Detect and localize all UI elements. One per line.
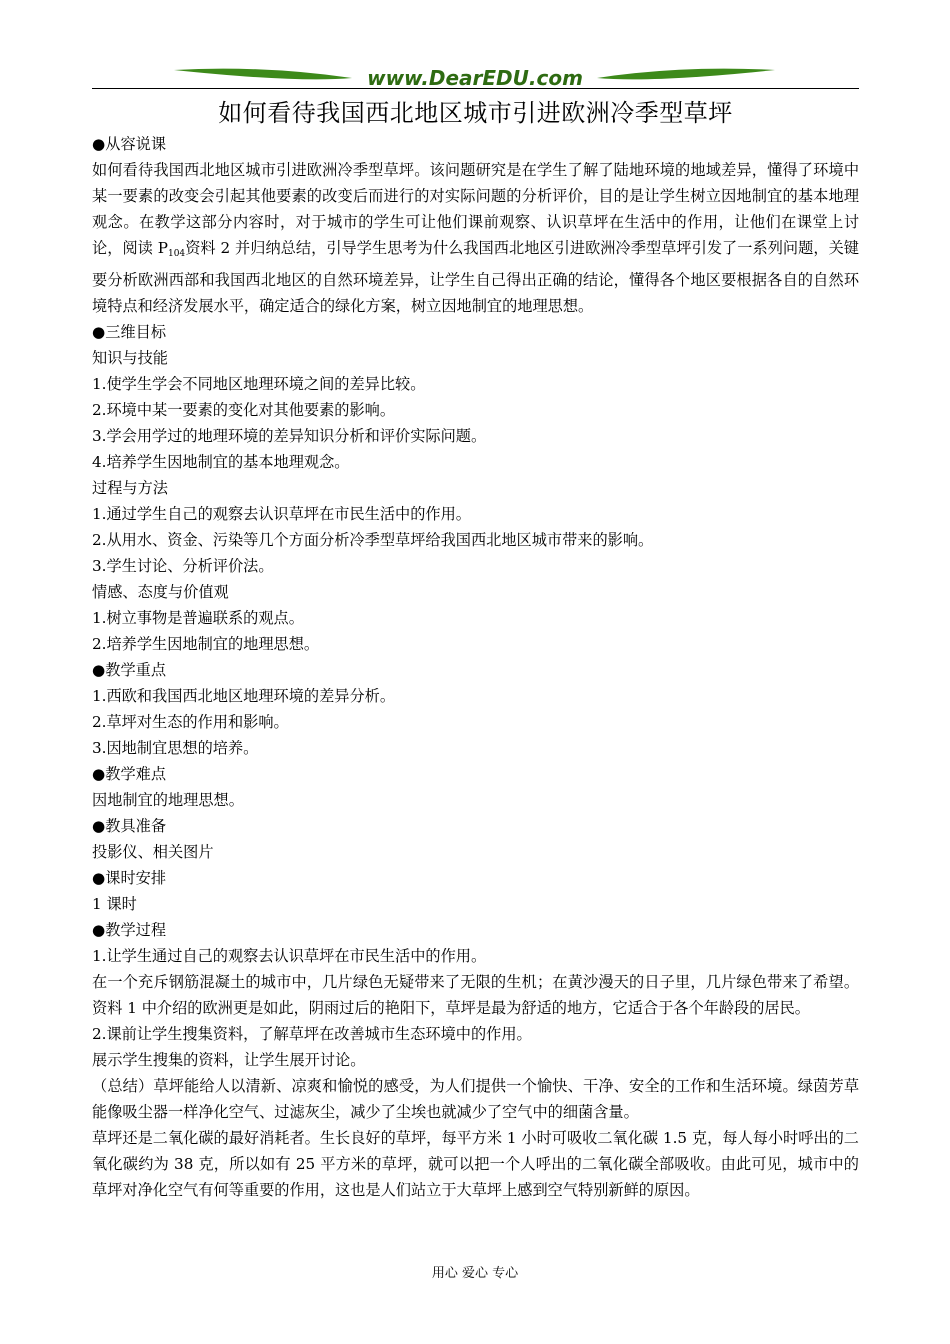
section-heading: ●教学难点	[92, 765, 167, 783]
list-item: 3.学会用学过的地理环境的差异知识分析和评价实际问题。	[92, 427, 487, 445]
intro-paragraph: 如何看待我国西北地区城市引进欧洲冷季型草坪。该问题研究是在学生了解了陆地环境的地域差异，懂得了环境中某一要素的改变会引起其他要素的改变后而进行的对实际问题的分析评价，目的是让学生树立因地制宜的基本地理观念。在教学这部分内容时，对于城市的学生可让他们课前观察、认识草坪在生活中的作用，让他们在课堂上讨论，阅读 $P_{104}$资料 2 并归纳总结，引导学生思考为什么我国西北地区引进欧洲冷季型草坪引发了一系列问题，关键要分析欧洲西部和我国西北地区的自然环境差异，让学生自己得出正确的结论，懂得各个地区要根据各自的自然环境特点和经济发展水平，确定适合的绿化方案，树立因地制宜的地理思想。	[92, 161, 859, 315]
left-swoosh	[174, 69, 352, 80]
sub-heading: 知识与技能	[92, 349, 168, 367]
section-heading: ●教学过程	[92, 921, 167, 939]
list-item: 1.使学生学会不同地区地理环境之间的差异比较。	[92, 375, 426, 393]
paragraph: （总结）草坪能给人以清新、凉爽和愉悦的感受，为人们提供一个愉快、干净、安全的工作和生活环境。绿茵芳草能像吸尘器一样净化空气、过滤灰尘，减少了尘埃也就减少了空气中的细菌含量。	[92, 1077, 859, 1121]
list-item: 1.西欧和我国西北地区地理环境的差异分析。	[92, 687, 396, 705]
page-footer: 用心 爱心 专心	[431, 1266, 519, 1281]
section-heading: ●教具准备	[92, 817, 167, 835]
list-item: 3.因地制宜思想的培养。	[92, 739, 259, 757]
paragraph: 2.课前让学生搜集资料，了解草坪在改善城市生态环境中的作用。	[92, 1025, 532, 1043]
paragraph: 1.让学生通过自己的观察去认识草坪在市民生活中的作用。	[92, 947, 487, 965]
paragraph: 展示学生搜集的资料，让学生展开讨论。	[92, 1051, 366, 1069]
list-item: 1.树立事物是普遍联系的观点。	[92, 609, 304, 627]
section-heading: ●教学重点	[92, 661, 167, 679]
right-swoosh	[597, 69, 775, 80]
paragraph: 因地制宜的地理思想。	[92, 791, 244, 809]
list-item: 3.学生讨论、分析评价法。	[92, 557, 274, 575]
section-heading: ●三维目标	[92, 323, 167, 341]
paragraph: 1 课时	[92, 895, 137, 913]
section-heading: ●从容说课	[92, 135, 167, 153]
header-rule	[92, 88, 859, 89]
paragraph: 在一个充斥钢筋混凝土的城市中，几片绿色无疑带来了无限的生机；在黄沙漫天的日子里，几片绿色带来了希望。资料 1 中介绍的欧洲更是如此，阴雨过后的艳阳下，草坪是最为舒适的地方，它适合于各个年龄段的居民。	[92, 973, 859, 1017]
paragraph: 投影仪、相关图片	[92, 843, 214, 861]
sub-heading: 情感、态度与价值观	[92, 583, 229, 601]
page-title: 如何看待我国西北地区城市引进欧洲冷季型草坪	[218, 99, 733, 127]
list-item: 2.草坪对生态的作用和影响。	[92, 713, 289, 731]
list-item: 2.从用水、资金、污染等几个方面分析冷季型草坪给我国西北地区城市带来的影响。	[92, 531, 654, 549]
section-heading: ●课时安排	[92, 869, 167, 887]
list-item: 2.培养学生因地制宜的地理思想。	[92, 635, 320, 653]
list-item: 4.培养学生因地制宜的基本地理观念。	[92, 453, 350, 471]
list-item: 1.通过学生自己的观察去认识草坪在市民生活中的作用。	[92, 505, 471, 523]
list-item: 2.环境中某一要素的变化对其他要素的影响。	[92, 401, 396, 419]
sub-heading: 过程与方法	[92, 479, 168, 497]
document-body	[92, 131, 859, 1203]
paragraph: 草坪还是二氧化碳的最好消耗者。生长良好的草坪，每平方米 1 小时可吸收二氧化碳 1.5 克，每人每小时呼出的二氧化碳约为 38 克，所以如有 25 平方米的草坪，就可以把一个人呼出的二氧化碳全部吸收。由此可见，城市中的草坪对净化空气有何等重要的作用，这也是人们站立于大草坪上感到空气特别新鲜的原因。	[92, 1129, 859, 1199]
logo-text: www.DearEDU.com	[367, 66, 583, 90]
